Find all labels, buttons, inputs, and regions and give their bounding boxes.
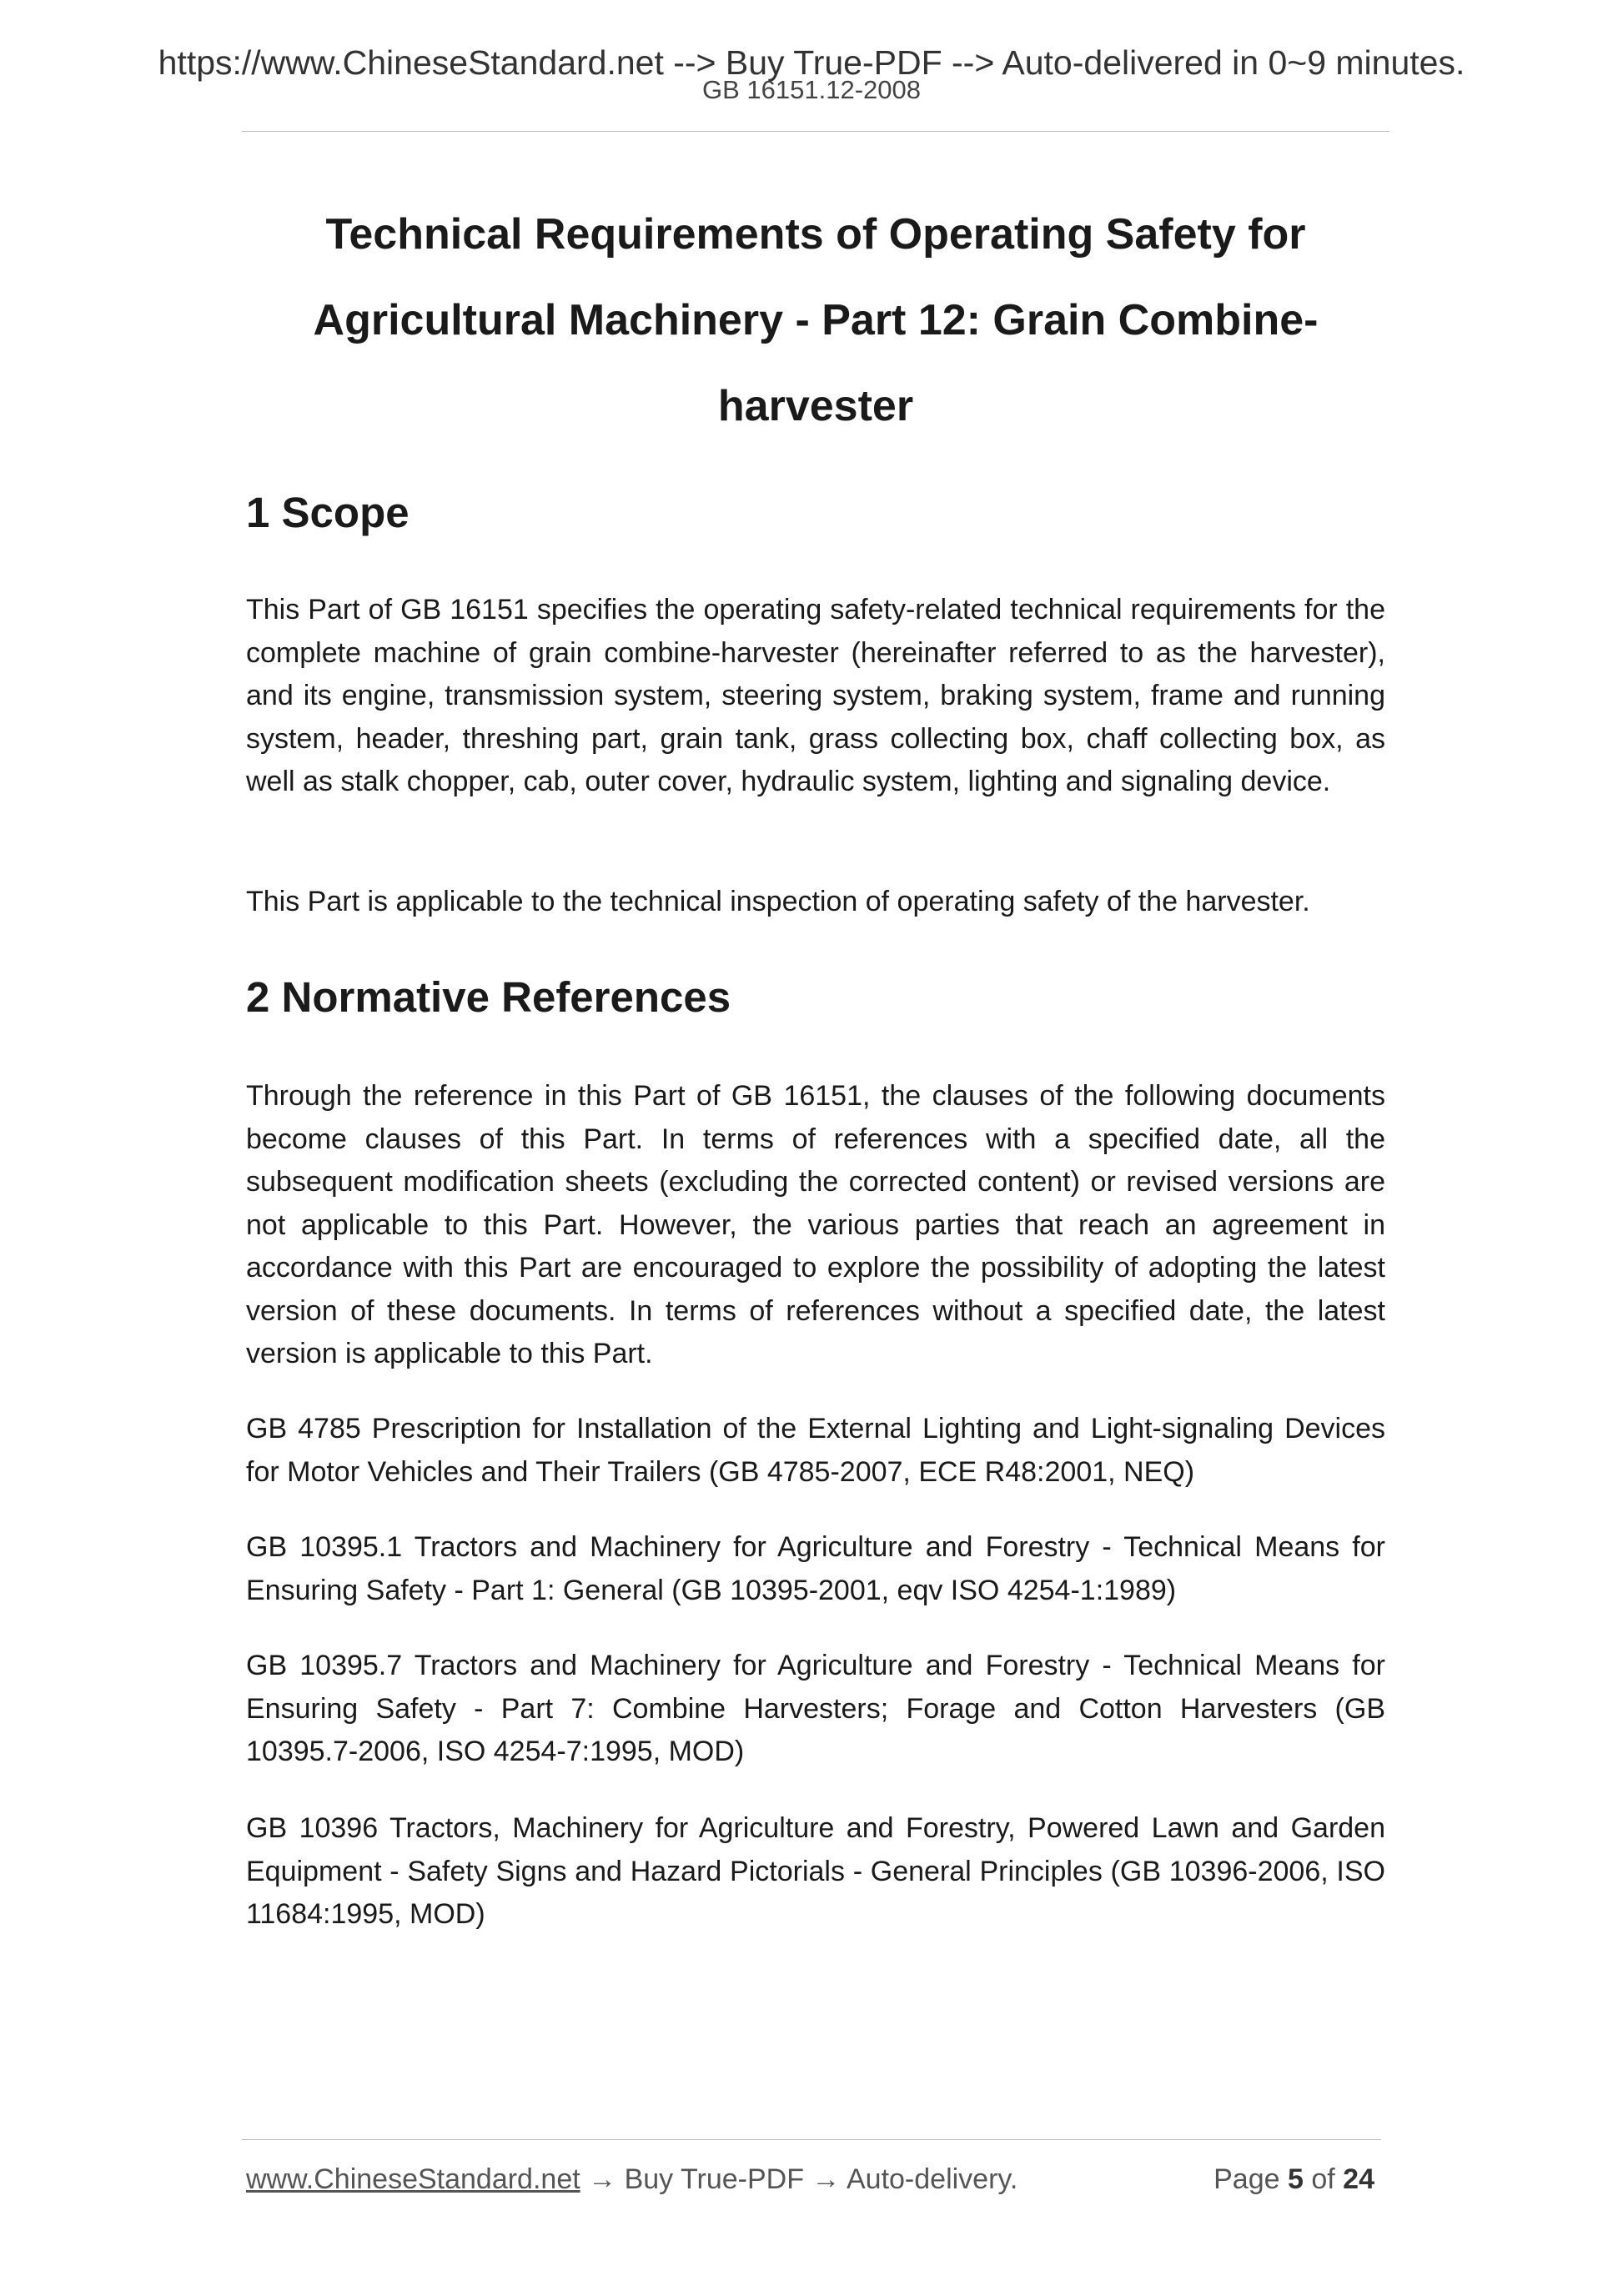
- header-divider: [242, 131, 1389, 132]
- standard-code: GB 16151.12-2008: [702, 75, 921, 104]
- top-banner: https://www.ChineseStandard.net --> Buy True-PDF --> Auto-delivered in 0~9 minutes.: [158, 43, 1465, 82]
- title-line-2: Agricultural Machinery - Part 12: Grain Combine-: [313, 296, 1319, 344]
- reference-item-gb-10395-1: GB 10395.1 Tractors and Machinery for Agriculture and Forestry - Technical Means for Ensuring Safety - Part 1: General (GB 10395-2001, eqv ISO 4254-1:1989): [246, 1531, 1385, 1606]
- reference-item-gb-10396: GB 10396 Tractors, Machinery for Agriculture and Forestry, Powered Lawn and Garden Equipment - Safety Signs and Hazard Pictorials - General Principles (GB 10396-2006, ISO 11684:1995, MOD): [246, 1812, 1385, 1930]
- of-label: of: [1311, 2163, 1335, 2195]
- page-label: Page: [1213, 2163, 1280, 2195]
- section-heading-scope: 1 Scope: [246, 489, 410, 536]
- document-title: [242, 192, 1389, 450]
- page-indicator: [1213, 2163, 1374, 2196]
- footer-divider: [242, 2139, 1381, 2140]
- total-pages: 24: [1343, 2163, 1374, 2195]
- title-line-1: Technical Requirements of Operating Safety for: [325, 210, 1306, 259]
- footer-left: [246, 2163, 1018, 2196]
- footer-tagline: → Buy True-PDF → Auto-delivery.: [580, 2163, 1018, 2195]
- page-number: 5: [1287, 2163, 1304, 2195]
- reference-item-gb-4785: GB 4785 Prescription for Installation of the External Lighting and Light-signaling Devices for Motor Vehicles and Their Trailers (GB 4785-2007, ECE R48:2001, NEQ): [246, 1413, 1385, 1488]
- section-heading-normative-references: 2 Normative References: [246, 973, 731, 1021]
- scope-paragraph-1: This Part of GB 16151 specifies the operating safety-related technical requirements for the complete machine of grain combine-harvester (hereinafter referred to as the harvester), and its engine, transmission system, steering system, braking system, frame and running system, header, threshing part, grain tank, grass collecting box, chaff collecting box, as well as stalk chopper, cab, outer cover, hydraulic system, lighting and signaling device.: [246, 594, 1385, 797]
- references-intro-paragraph: Through the reference in this Part of GB 16151, the clauses of the following documents become clauses of this Part. In terms of references with a specified date, all the subsequent modification sheets (excluding the corrected content) or revised versions are not applicable to this Part. However, the various parties that reach an agreement in accordance with this Part are encouraged to explore the possibility of adopting the latest version of these documents. In terms of references without a specified date, the latest version is applicable to this Part.: [246, 1080, 1385, 1369]
- footer-site-link[interactable]: www.ChineseStandard.net: [246, 2163, 580, 2195]
- title-line-3: harvester: [717, 382, 914, 430]
- scope-paragraph-2: This Part is applicable to the technical inspection of operating safety of the harvester.: [246, 886, 1310, 917]
- reference-item-gb-10395-7: GB 10395.7 Tractors and Machinery for Agriculture and Forestry - Technical Means for Ensuring Safety - Part 7: Combine Harvesters; Forage and Cotton Harvesters (GB 10395.7-2006, ISO 4254-7:1995, MOD): [246, 1650, 1385, 1767]
